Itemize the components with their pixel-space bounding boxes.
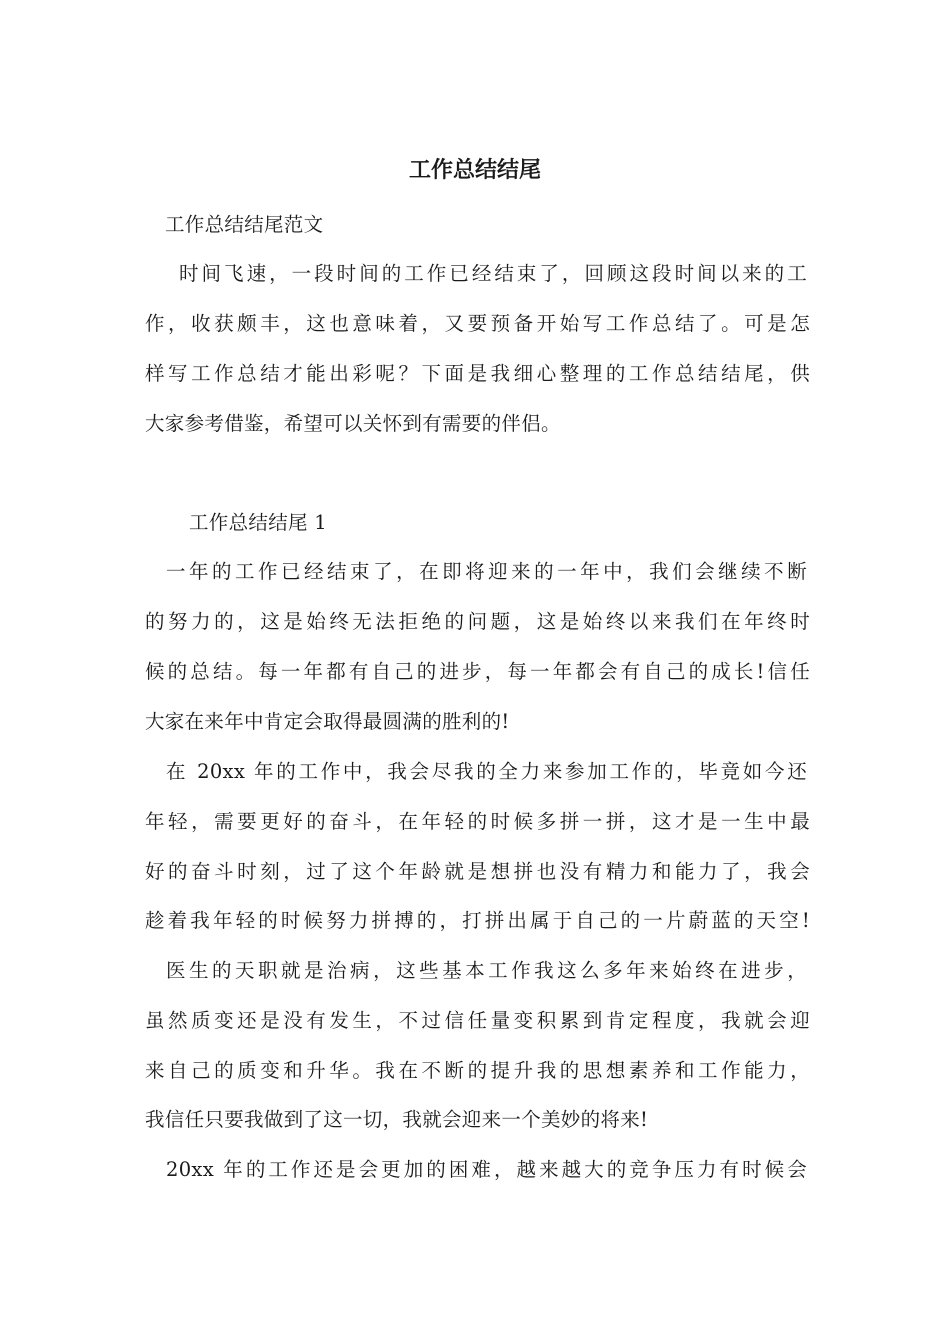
body-line: 医生的天职就是治病，这些基本工作我这么多年来始终在进步， (166, 959, 807, 982)
intro-line: 样写工作总结才能出彩呢？下面是我细心整理的工作总结结尾，供 (145, 362, 810, 385)
body-line: 年轻，需要更好的奋斗，在年轻的时候多拼一拼，这才是一生中最 (145, 810, 810, 833)
body-line: 一年的工作已经结束了，在即将迎来的一年中，我们会继续不断 (166, 560, 807, 583)
body-line: 虽然质变还是没有发生，不过信任量变积累到肯定程度，我就会迎 (145, 1009, 810, 1032)
body-line: 候的总结。每一年都有自己的进步，每一年都会有自己的成长!信任 (145, 660, 810, 683)
intro-line: 大家参考借鉴，希望可以关怀到有需要的伴侣。 (145, 412, 561, 435)
body-line: 20xx 年的工作还是会更加的困难，越来越大的竞争压力有时候会 (166, 1158, 807, 1181)
body-line: 来自己的质变和升华。我在不断的提升我的思想素养和工作能力， (145, 1059, 810, 1082)
document-title: 工作总结结尾 (408, 157, 541, 183)
document-subtitle: 工作总结结尾范文 (165, 213, 324, 236)
intro-line: 作，收获颇丰，这也意味着，又要预备开始写工作总结了。可是怎 (145, 312, 810, 335)
body-line: 的努力的，这是始终无法拒绝的问题，这是始终以来我们在年终时 (145, 610, 810, 633)
body-line: 我信任只要我做到了这一切，我就会迎来一个美妙的将来! (145, 1108, 649, 1131)
body-line: 大家在来年中肯定会取得最圆满的胜利的! (145, 710, 510, 733)
body-line: 趁着我年轻的时候努力拼搏的，打拼出属于自己的一片蔚蓝的天空! (145, 909, 810, 932)
section-heading: 工作总结结尾 1 (189, 511, 328, 534)
body-line: 在 20xx 年的工作中，我会尽我的全力来参加工作的，毕竟如今还 (166, 760, 807, 783)
body-line: 好的奋斗时刻，过了这个年龄就是想拼也没有精力和能力了，我会 (145, 860, 810, 883)
intro-line: 时间飞速，一段时间的工作已经结束了，回顾这段时间以来的工 (179, 262, 807, 285)
